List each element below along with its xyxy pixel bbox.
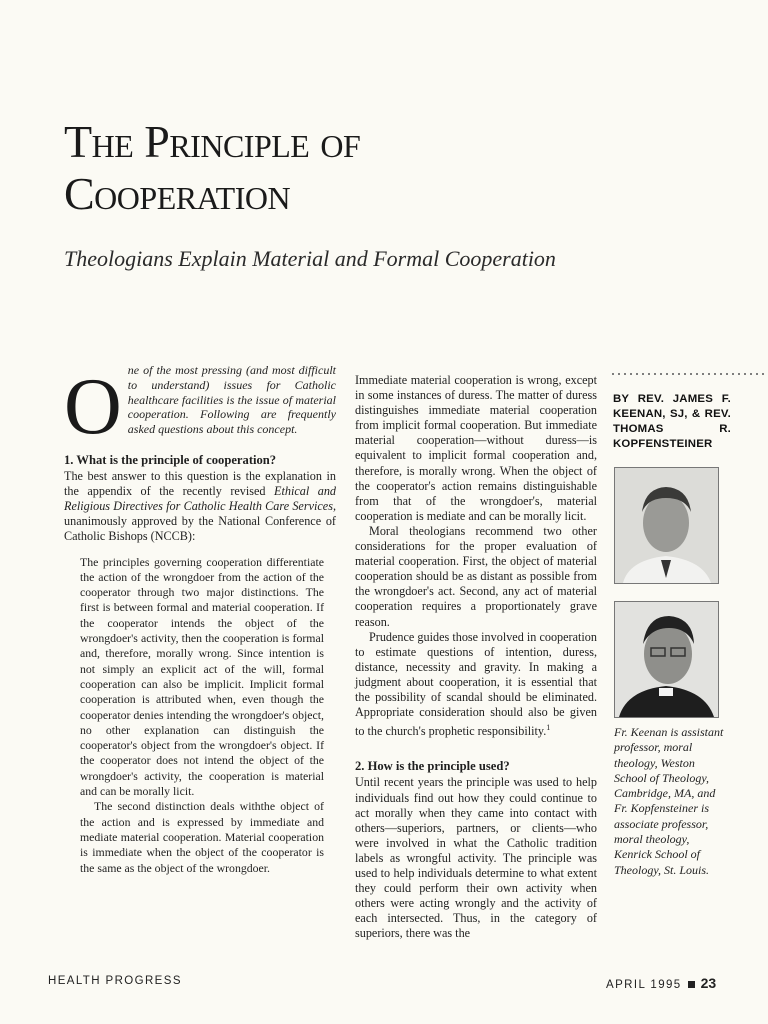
footer-date: APRIL 1995 bbox=[606, 979, 682, 991]
author-byline: BY REV. JAMES F. KEENAN, SJ, & REV. THOMAS R. KOPFENSTEINER bbox=[613, 393, 731, 450]
directives-quote bbox=[80, 555, 324, 876]
quote-paragraph-1: The principles governing cooperation differentiate the action of the wrongdoer from the action of the cooperator through two major distinctions. The first is between formal and material cooperation. If the cooperator intends the object of the wrongdoer's activity, then the cooperation is formal and, therefore, morally wrong. Since intention is not simply an explicit act of the will, formal cooperation can also be implicit. Implicit formal cooperation is attributed when, even though the cooperator denies intending the wrongdoer's object, no other explanation can distinguish the cooperator's object from the wrongdoer's object. If the cooperator does not intend the object of the wrongdoer's activity, the cooperation is material and can be morally licit. bbox=[80, 554, 324, 799]
col2-paragraph-3 bbox=[355, 630, 597, 740]
answer-1-paragraph bbox=[64, 469, 336, 544]
square-bullet-icon bbox=[688, 981, 695, 988]
author-photo-keenan bbox=[614, 467, 719, 584]
title-line-2: Cooperation bbox=[64, 168, 291, 219]
footer-publication: HEALTH PROGRESS bbox=[48, 975, 182, 987]
quote-paragraph-2: The second distinction deals withthe object of the action and is expressed by immediate and mediate material cooperation. Material cooperation is immediate when the object of the cooperator is the same as the object of the wrongdoer. bbox=[80, 799, 324, 875]
drop-cap: O bbox=[64, 363, 122, 451]
col2-paragraph-3-text: Prudence guides those involved in cooperation to estimate questions of intention, duress, distance, necessity and gravity. In making a judgment about cooperation, it is essential that the possibility of scandal should be eliminated. Appropriate consideration should also be given to the church's prophetic responsibility. bbox=[355, 629, 597, 739]
answer-2-paragraph: Until recent years the principle was used to help individuals find out how they could continue to act morally when they came into contact with others—superiors, partners, or clients—who were involved in what the Catholic tradition labels as wrongful activity. The principle was used to help individuals determine to what extent they could perform their own activity when others were acting wrongly and the activity of each intersected. Thus, in the category of superiors, there was the bbox=[355, 775, 597, 941]
question-2-heading: 2. How is the principle used? bbox=[355, 759, 510, 774]
directives-title: Ethical and Religious Directives for Catholic Health Care Services, bbox=[64, 484, 337, 514]
page-number: 23 bbox=[700, 975, 717, 991]
answer-1-rest: unanimously approved by the National Conference of Catholic Bishops (NCCB): bbox=[64, 514, 336, 544]
footer-page-info bbox=[606, 975, 716, 991]
col2-paragraph-1: Immediate material cooperation is wrong, except in some instances of duress. The matter of duress distinguishes immediate material cooperation from implicit formal cooperation. But immediate material cooperation—without duress—is equivalent to implicit formal cooperation and, therefore, is morally wrong. When the object of the cooperator's action remains distinguishable from that of the wrongdoer's, material cooperation is mediate and can be morally licit. bbox=[355, 373, 597, 523]
column-2 bbox=[355, 373, 597, 941]
article-title bbox=[64, 116, 584, 220]
footnote-mark: 1 bbox=[546, 723, 551, 733]
title-line-1: The Principle of bbox=[64, 116, 361, 167]
question-1-heading: 1. What is the principle of cooperation? bbox=[64, 453, 277, 467]
author-caption: Fr. Keenan is assistant professor, moral theology, Weston School of Theology, Cambridge, MA, and Fr. Kopfensteiner is associate professor, moral theology, Kenrick School of Theology, St. Louis. bbox=[614, 725, 724, 877]
column-1 bbox=[64, 355, 336, 876]
col2-paragraph-2: Moral theologians recommend two other considerations for the proper evaluation of material cooperation. First, the object of material cooperation should be as distant as possible from the wrongdoer's act. Second, any act of material cooperation requires a proportionately grave reason. bbox=[355, 523, 597, 629]
answer-1-text: The best answer to this question is the explanation in the appendix of the recently revised bbox=[64, 469, 336, 499]
intro-text: ne of the most pressing (and most difficult to understand) issues for Catholic healthcare facilities is the issue of material cooperation. Following are frequently asked questions about this concept. bbox=[127, 363, 336, 437]
sidebar-column bbox=[613, 370, 731, 452]
author-photo-kopfensteiner bbox=[614, 601, 719, 718]
intro-paragraph bbox=[64, 363, 336, 451]
article-subtitle: Theologians Explain Material and Formal Cooperation bbox=[64, 246, 556, 271]
